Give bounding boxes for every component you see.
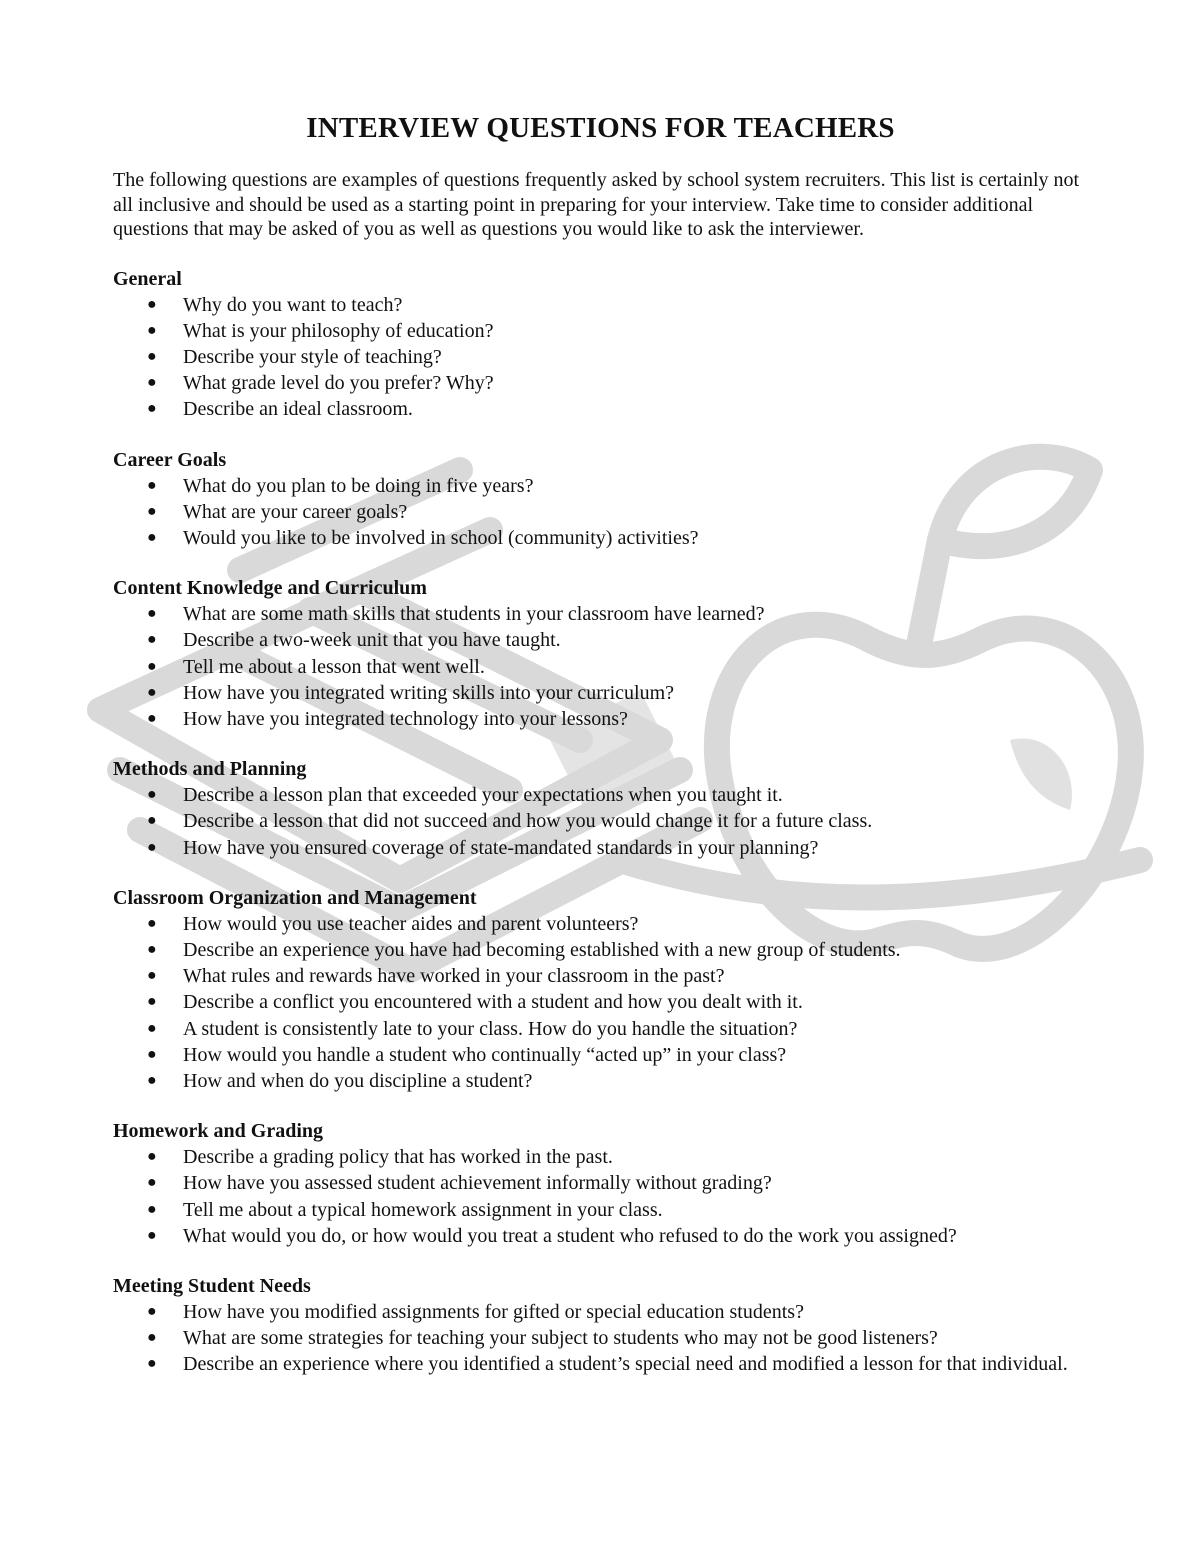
question-section [113, 575, 1088, 732]
bullet-icon: ● [147, 1071, 157, 1089]
question-text: How have you modified assignments for gifted or special education students? [183, 1300, 804, 1323]
question-list [113, 601, 1088, 732]
question-text: What rules and rewards have worked in your classroom in the past? [183, 965, 725, 988]
question-list [113, 473, 1088, 552]
bullet-icon: ● [147, 914, 157, 932]
question-text: What would you do, or how would you treat a student who refused to do the work you assigned? [183, 1224, 957, 1247]
question-item [113, 1068, 1088, 1094]
bullet-icon: ● [147, 940, 157, 958]
bullet-icon: ● [147, 321, 157, 339]
question-text: How would you use teacher aides and parent volunteers? [183, 912, 639, 935]
question-text: What are your career goals? [183, 500, 408, 523]
question-item [113, 654, 1088, 680]
question-list [113, 782, 1088, 861]
bullet-icon: ● [147, 605, 157, 623]
question-item [113, 835, 1088, 861]
question-item [113, 370, 1088, 396]
question-item [113, 627, 1088, 653]
question-text: Describe an experience where you identified a student’s special need and modified a lesson for that individual. [183, 1353, 1068, 1376]
question-text: Describe an ideal classroom. [183, 398, 413, 421]
question-item [113, 782, 1088, 808]
question-item [113, 963, 1088, 989]
question-text: How have you ensured coverage of state-mandated standards in your planning? [183, 836, 819, 859]
question-item [113, 1223, 1088, 1249]
question-item [113, 499, 1088, 525]
question-text: Describe a grading policy that has worked in the past. [183, 1146, 613, 1169]
question-text: Describe a lesson plan that exceeded your expectations when you taught it. [183, 784, 783, 807]
question-section [113, 1273, 1088, 1378]
bullet-icon: ● [147, 476, 157, 494]
question-text: Describe a conflict you encountered with a student and how you dealt with it. [183, 991, 803, 1014]
question-list [113, 911, 1088, 1094]
bullet-icon: ● [147, 631, 157, 649]
bullet-icon: ● [147, 528, 157, 546]
question-text: Why do you want to teach? [183, 293, 403, 316]
document-page [113, 112, 1088, 1402]
question-text: Would you like to be involved in school (community) activities? [183, 526, 699, 549]
question-item [113, 525, 1088, 551]
question-item [113, 680, 1088, 706]
question-item [113, 1299, 1088, 1325]
question-section [113, 266, 1088, 423]
bullet-icon: ● [147, 786, 157, 804]
page-title: INTERVIEW QUESTIONS FOR TEACHERS [306, 112, 895, 144]
question-section [113, 885, 1088, 1094]
question-item [113, 344, 1088, 370]
question-item [113, 808, 1088, 834]
bullet-icon: ● [147, 295, 157, 313]
bullet-icon: ● [147, 812, 157, 830]
question-item [113, 937, 1088, 963]
bullet-icon: ● [147, 1226, 157, 1244]
question-list [113, 1299, 1088, 1378]
bullet-icon: ● [147, 1045, 157, 1063]
section-heading: General [113, 267, 182, 290]
bullet-icon: ● [147, 1355, 157, 1373]
bullet-icon: ● [147, 1174, 157, 1192]
question-text: Tell me about a lesson that went well. [183, 655, 485, 678]
question-text: What are some math skills that students in your classroom have learned? [183, 603, 765, 626]
bullet-icon: ● [147, 709, 157, 727]
bullet-icon: ● [147, 1148, 157, 1166]
bullet-icon: ● [147, 400, 157, 418]
question-item [113, 989, 1088, 1015]
question-list [113, 1144, 1088, 1249]
question-item [113, 318, 1088, 344]
bullet-icon: ● [147, 1329, 157, 1347]
question-text: Tell me about a typical homework assignment in your class. [183, 1198, 663, 1221]
question-list [113, 292, 1088, 423]
question-item [113, 1351, 1088, 1377]
question-item [113, 706, 1088, 732]
section-heading: Meeting Student Needs [113, 1274, 311, 1297]
question-item [113, 1197, 1088, 1223]
bullet-icon: ● [147, 1019, 157, 1037]
question-text: Describe a two-week unit that you have taught. [183, 629, 561, 652]
question-item [113, 473, 1088, 499]
question-text: How would you handle a student who continually “acted up” in your class? [183, 1043, 787, 1066]
question-text: What is your philosophy of education? [183, 319, 494, 342]
question-text: How have you assessed student achievement informally without grading? [183, 1172, 772, 1195]
question-item [113, 601, 1088, 627]
bullet-icon: ● [147, 838, 157, 856]
question-text: What are some strategies for teaching your subject to students who may not be good listeners? [183, 1327, 938, 1350]
question-text: How have you integrated writing skills into your curriculum? [183, 681, 675, 704]
bullet-icon: ● [147, 347, 157, 365]
question-text: Describe a lesson that did not succeed and how you would change it for a future class. [183, 810, 873, 833]
question-item [113, 1325, 1088, 1351]
bullet-icon: ● [147, 502, 157, 520]
bullet-icon: ● [147, 374, 157, 392]
intro-paragraph: The following questions are examples of questions frequently asked by school system recruiters. This list is certainly not all inclusive and should be used as a starting point in preparing for your interview. Take time to consider additional questions that may be asked of you as well as questions you would like to ask the interviewer. [113, 169, 1080, 240]
section-heading: Content Knowledge and Curriculum [113, 577, 427, 600]
bullet-icon: ● [147, 683, 157, 701]
question-text: How and when do you discipline a student? [183, 1069, 533, 1092]
bullet-icon: ● [147, 1302, 157, 1320]
question-item [113, 1170, 1088, 1196]
question-item [113, 911, 1088, 937]
question-text: Describe an experience you have had becoming established with a new group of students. [183, 938, 901, 961]
question-item [113, 396, 1088, 422]
section-heading: Career Goals [113, 448, 227, 471]
bullet-icon: ● [147, 993, 157, 1011]
question-item [113, 1016, 1088, 1042]
section-heading: Classroom Organization and Management [113, 886, 477, 909]
question-section [113, 1118, 1088, 1249]
bullet-icon: ● [147, 1200, 157, 1218]
question-text: A student is consistently late to your class. How do you handle the situation? [183, 1017, 798, 1040]
question-item [113, 292, 1088, 318]
question-text: What do you plan to be doing in five years? [183, 474, 534, 497]
question-item [113, 1144, 1088, 1170]
section-heading: Homework and Grading [113, 1120, 324, 1143]
section-heading: Methods and Planning [113, 758, 307, 781]
question-section [113, 447, 1088, 552]
question-sections [113, 266, 1088, 1378]
question-text: Describe your style of teaching? [183, 345, 442, 368]
bullet-icon: ● [147, 657, 157, 675]
question-section [113, 756, 1088, 861]
question-text: How have you integrated technology into your lessons? [183, 707, 628, 730]
bullet-icon: ● [147, 967, 157, 985]
question-item [113, 1042, 1088, 1068]
question-text: What grade level do you prefer? Why? [183, 372, 494, 395]
